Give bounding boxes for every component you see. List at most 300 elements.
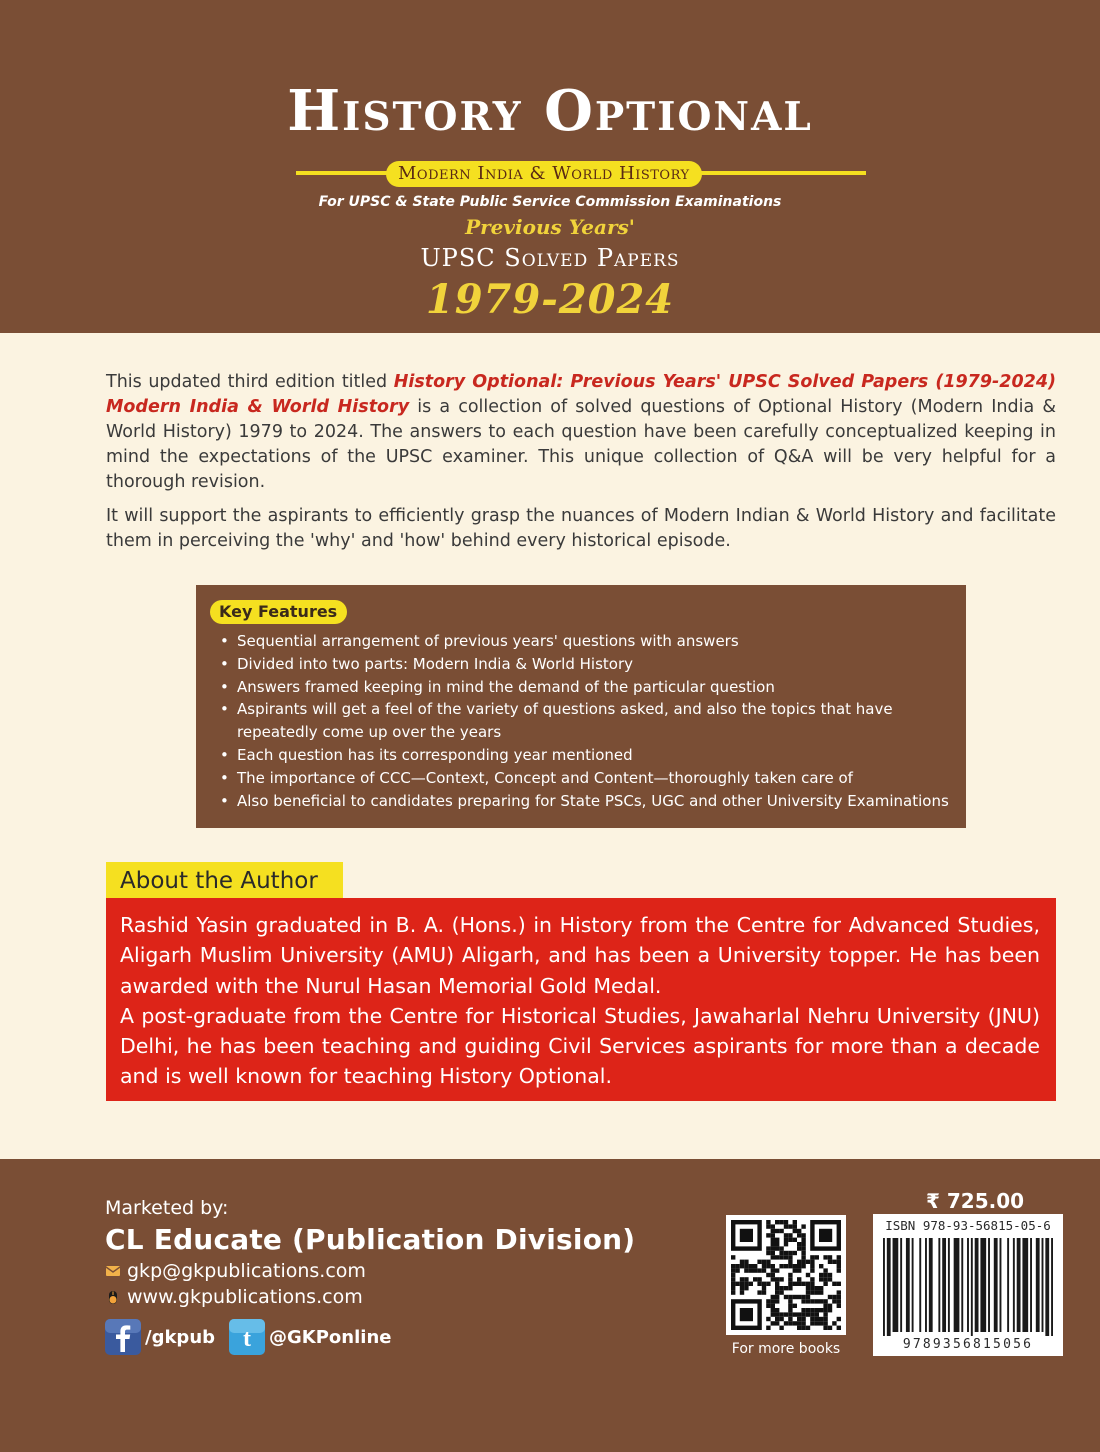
- qr-module: [735, 1264, 739, 1268]
- qr-module: [828, 1304, 832, 1308]
- qr-module: [793, 1282, 797, 1286]
- qr-module: [784, 1233, 788, 1237]
- qr-module: [779, 1255, 783, 1259]
- qr-module: [793, 1321, 797, 1325]
- about-author-box: [106, 898, 1056, 1101]
- qr-module: [784, 1220, 788, 1224]
- qr-module: [793, 1229, 797, 1233]
- barcode-bars: [883, 1238, 1053, 1336]
- qr-module: [735, 1268, 739, 1272]
- qr-module: [757, 1290, 761, 1294]
- svg-text:t: t: [243, 1326, 252, 1352]
- qr-module: [740, 1277, 744, 1281]
- qr-module: [797, 1229, 801, 1233]
- qr-module: [801, 1242, 805, 1246]
- qr-module: [815, 1308, 819, 1312]
- qr-module: [775, 1238, 779, 1242]
- qr-module: [749, 1282, 753, 1286]
- qr-module: [771, 1312, 775, 1316]
- qr-module: [775, 1308, 779, 1312]
- barcode-bar: [1007, 1238, 1009, 1332]
- qr-module: [797, 1246, 801, 1250]
- qr-module: [806, 1286, 810, 1290]
- qr-module: [832, 1321, 836, 1325]
- qr-module: [784, 1286, 788, 1290]
- website-url[interactable]: www.gkpublications.com: [127, 1286, 363, 1308]
- qr-module: [837, 1282, 841, 1286]
- qr-module: [806, 1299, 810, 1303]
- book-title: History Optional: [287, 78, 813, 144]
- qr-module: [775, 1295, 779, 1299]
- qr-module: [740, 1260, 744, 1264]
- qr-module: [793, 1251, 797, 1255]
- barcode-bar: [988, 1238, 990, 1332]
- qr-module: [797, 1260, 801, 1264]
- description-book-title: History Optional: Previous Years' UPSC Solved Papers (1979-2024) Modern India & World History: [106, 372, 1056, 417]
- qr-module: [801, 1246, 805, 1250]
- qr-module: [788, 1251, 792, 1255]
- qr-module: [779, 1264, 783, 1268]
- qr-module: [779, 1326, 783, 1330]
- barcode-bar: [906, 1238, 910, 1332]
- description-prefix: This updated third edition titled: [106, 372, 388, 392]
- qr-module: [806, 1308, 810, 1312]
- qr-module: [815, 1321, 819, 1325]
- feature-item: • Also beneficial to candidates preparing for State PSCs, UGC and other University Examinations: [220, 790, 950, 813]
- feature-item: • The importance of CCC—Context, Concept and Content—thoroughly taken care of: [220, 767, 950, 790]
- qr-module: [823, 1282, 827, 1286]
- qr-module: [766, 1304, 770, 1308]
- key-features-list: [220, 630, 950, 812]
- qr-module: [837, 1304, 841, 1308]
- qr-module: [766, 1273, 770, 1277]
- qr-module: [797, 1312, 801, 1316]
- qr-module: [779, 1246, 783, 1250]
- qr-module: [757, 1260, 761, 1264]
- qr-module: [806, 1312, 810, 1316]
- qr-module: [819, 1273, 823, 1277]
- qr-module: [819, 1264, 823, 1268]
- qr-module: [771, 1224, 775, 1228]
- barcode-bar: [1051, 1238, 1053, 1336]
- qr-module: [766, 1220, 770, 1224]
- barcode-bar: [1045, 1238, 1049, 1336]
- qr-module: [810, 1299, 814, 1303]
- qr-module: [810, 1268, 814, 1272]
- qr-module: [779, 1312, 783, 1316]
- qr-module: [766, 1224, 770, 1228]
- qr-module: [806, 1295, 810, 1299]
- description-paragraph-2: It will support the aspirants to efficiently grasp the nuances of Modern Indian & World History and facilitate them in perceiving the 'why' and 'how' behind every historical episode.: [106, 506, 1056, 551]
- qr-module: [837, 1268, 841, 1272]
- qr-module: [801, 1308, 805, 1312]
- qr-module: [801, 1317, 805, 1321]
- qr-module: [771, 1238, 775, 1242]
- qr-module: [779, 1317, 783, 1321]
- qr-module: [731, 1273, 735, 1277]
- barcode-bar: [929, 1238, 933, 1332]
- qr-module: [810, 1308, 814, 1312]
- qr-module: [775, 1229, 779, 1233]
- barcode-bar: [925, 1238, 927, 1332]
- facebook-icon[interactable]: [105, 1319, 141, 1355]
- qr-module: [823, 1326, 827, 1330]
- feature-item: • Divided into two parts: Modern India & World History: [220, 653, 950, 676]
- qr-module: [819, 1317, 823, 1321]
- twitter-icon[interactable]: [229, 1319, 265, 1355]
- qr-module: [749, 1268, 753, 1272]
- qr-module: [823, 1304, 827, 1308]
- qr-module: [832, 1295, 836, 1299]
- qr-module: [815, 1286, 819, 1290]
- barcode-bar: [954, 1238, 960, 1332]
- qr-module: [797, 1317, 801, 1321]
- qr-module: [784, 1255, 788, 1259]
- qr-module: [810, 1286, 814, 1290]
- social-links: [105, 1319, 391, 1355]
- qr-module: [815, 1255, 819, 1259]
- qr-module: [766, 1317, 770, 1321]
- qr-module: [784, 1251, 788, 1255]
- qr-module: [797, 1233, 801, 1237]
- qr-module: [823, 1321, 827, 1325]
- qr-module: [771, 1295, 775, 1299]
- qr-module: [788, 1304, 792, 1308]
- qr-module: [810, 1321, 814, 1325]
- qr-module: [801, 1264, 805, 1268]
- qr-module: [788, 1308, 792, 1312]
- qr-code-pattern: [726, 1215, 846, 1335]
- qr-module: [731, 1277, 735, 1281]
- book-description: [106, 370, 1056, 563]
- qr-module: [731, 1264, 735, 1268]
- qr-module: [793, 1312, 797, 1316]
- qr-module: [788, 1264, 792, 1268]
- barcode-bar: [1017, 1238, 1021, 1332]
- qr-module: [797, 1282, 801, 1286]
- qr-module: [762, 1286, 766, 1290]
- qr-module: [819, 1290, 823, 1294]
- qr-module: [837, 1290, 841, 1294]
- qr-module: [806, 1326, 810, 1330]
- qr-module: [837, 1299, 841, 1303]
- qr-module: [801, 1251, 805, 1255]
- barcode-digits: 9789356815056: [902, 1337, 1034, 1352]
- barcode-bar: [1030, 1238, 1032, 1332]
- barcode-bar: [912, 1238, 914, 1332]
- qr-module: [823, 1255, 827, 1259]
- qr-module: [744, 1277, 748, 1281]
- qr-module: [744, 1282, 748, 1286]
- qr-module: [819, 1308, 823, 1312]
- qr-module: [771, 1233, 775, 1237]
- feature-item: • Sequential arrangement of previous years' questions with answers: [220, 630, 950, 653]
- qr-module: [797, 1264, 801, 1268]
- barcode-bar: [961, 1238, 963, 1332]
- qr-module: [801, 1299, 805, 1303]
- qr-module: [788, 1317, 792, 1321]
- qr-module: [810, 1282, 814, 1286]
- qr-module: [815, 1299, 819, 1303]
- publisher-name: CL Educate (Publication Division): [105, 1223, 636, 1256]
- qr-module: [757, 1282, 761, 1286]
- isbn-barcode: [873, 1214, 1063, 1356]
- qr-module: [801, 1255, 805, 1259]
- barcode-bar: [938, 1238, 940, 1332]
- qr-module: [810, 1260, 814, 1264]
- qr-module: [731, 1286, 735, 1290]
- qr-code[interactable]: [726, 1215, 846, 1335]
- qr-finder: [819, 1229, 832, 1242]
- qr-module: [775, 1277, 779, 1281]
- qr-module: [837, 1295, 841, 1299]
- qr-module: [823, 1299, 827, 1303]
- qr-module: [775, 1317, 779, 1321]
- qr-module: [753, 1268, 757, 1272]
- qr-module: [775, 1242, 779, 1246]
- qr-module: [771, 1304, 775, 1308]
- qr-module: [762, 1290, 766, 1294]
- year-range: 1979-2024: [425, 276, 675, 323]
- barcode-bar: [942, 1238, 946, 1332]
- qr-module: [757, 1277, 761, 1281]
- barcode-bar: [900, 1238, 902, 1332]
- qr-module: [771, 1229, 775, 1233]
- book-subtitle: Modern India & World History: [386, 161, 702, 187]
- qr-module: [806, 1260, 810, 1264]
- price: ₹ 725.00: [926, 1189, 1025, 1213]
- qr-module: [771, 1268, 775, 1272]
- qr-module: [837, 1326, 841, 1330]
- description-paragraph-1: [106, 370, 1056, 495]
- qr-module: [810, 1317, 814, 1321]
- barcode-bar: [893, 1238, 899, 1332]
- qr-module: [775, 1286, 779, 1290]
- qr-module: [775, 1255, 779, 1259]
- qr-module: [801, 1233, 805, 1237]
- qr-module: [771, 1308, 775, 1312]
- qr-module: [837, 1260, 841, 1264]
- qr-caption: For more books: [731, 1341, 841, 1357]
- qr-module: [819, 1277, 823, 1281]
- qr-module: [740, 1286, 744, 1290]
- qr-module: [788, 1273, 792, 1277]
- qr-module: [815, 1317, 819, 1321]
- qr-module: [771, 1251, 775, 1255]
- qr-module: [775, 1321, 779, 1325]
- qr-module: [766, 1251, 770, 1255]
- qr-module: [797, 1268, 801, 1272]
- qr-module: [797, 1242, 801, 1246]
- qr-module: [779, 1251, 783, 1255]
- qr-module: [740, 1264, 744, 1268]
- qr-module: [793, 1295, 797, 1299]
- qr-module: [810, 1264, 814, 1268]
- qr-module: [828, 1273, 832, 1277]
- qr-module: [801, 1260, 805, 1264]
- qr-module: [762, 1268, 766, 1272]
- qr-module: [735, 1282, 739, 1286]
- author-paragraph-2: A post-graduate from the Centre for Historical Studies, Jawaharlal Nehru University (JNU) Delhi, he has been teaching and guiding Civil Services aspirants for more than a decade and is well known for teaching History Optional.: [120, 1003, 1040, 1089]
- qr-module: [749, 1264, 753, 1268]
- twitter-handle[interactable]: @GKPonline: [269, 1326, 392, 1348]
- cover-header: [0, 0, 1100, 333]
- website-row[interactable]: [105, 1286, 363, 1308]
- qr-module: [744, 1268, 748, 1272]
- qr-module: [788, 1282, 792, 1286]
- barcode-bar: [967, 1238, 969, 1332]
- qr-module: [775, 1268, 779, 1272]
- qr-module: [784, 1312, 788, 1316]
- qr-module: [823, 1268, 827, 1272]
- qr-module: [793, 1264, 797, 1268]
- qr-module: [823, 1317, 827, 1321]
- mail-icon: [105, 1263, 121, 1279]
- feature-item: • Answers framed keeping in mind the demand of the particular question: [220, 676, 950, 699]
- qr-module: [788, 1321, 792, 1325]
- key-features-box: [196, 585, 966, 828]
- qr-module: [771, 1299, 775, 1303]
- qr-module: [810, 1312, 814, 1316]
- qr-module: [788, 1299, 792, 1303]
- barcode-bar: [1036, 1238, 1040, 1332]
- qr-module: [771, 1255, 775, 1259]
- barcode-bar: [994, 1238, 998, 1332]
- qr-module: [775, 1290, 779, 1294]
- qr-module: [744, 1286, 748, 1290]
- qr-module: [766, 1326, 770, 1330]
- feature-item: • Aspirants will get a feel of the variety of questions asked, and also the topics that have repeatedly come up over the years: [220, 698, 950, 744]
- qr-module: [771, 1273, 775, 1277]
- barcode-bar: [1022, 1238, 1028, 1332]
- qr-module: [793, 1220, 797, 1224]
- qr-module: [775, 1312, 779, 1316]
- qr-module: [784, 1224, 788, 1228]
- qr-module: [810, 1255, 814, 1259]
- qr-module: [788, 1255, 792, 1259]
- qr-module: [810, 1277, 814, 1281]
- qr-module: [788, 1238, 792, 1242]
- qr-module: [753, 1277, 757, 1281]
- qr-module: [828, 1277, 832, 1281]
- qr-module: [819, 1321, 823, 1325]
- qr-module: [766, 1260, 770, 1264]
- qr-module: [810, 1290, 814, 1294]
- qr-module: [832, 1282, 836, 1286]
- facebook-handle[interactable]: /gkpub: [145, 1326, 216, 1348]
- qr-module: [740, 1290, 744, 1294]
- qr-module: [815, 1312, 819, 1316]
- qr-module: [784, 1242, 788, 1246]
- qr-module: [766, 1282, 770, 1286]
- qr-module: [823, 1273, 827, 1277]
- isbn-number: ISBN 978-93-56815-05-6: [885, 1218, 1051, 1233]
- qr-module: [762, 1264, 766, 1268]
- qr-module: [779, 1286, 783, 1290]
- qr-module: [775, 1246, 779, 1250]
- qr-module: [815, 1290, 819, 1294]
- qr-module: [797, 1321, 801, 1325]
- email-row[interactable]: [105, 1260, 366, 1282]
- mouse-icon: [105, 1289, 121, 1305]
- qr-module: [731, 1268, 735, 1272]
- exam-line: For UPSC & State Public Service Commission Examinations: [318, 194, 782, 210]
- barcode-bar: [883, 1238, 885, 1336]
- qr-module: [793, 1238, 797, 1242]
- qr-module: [788, 1260, 792, 1264]
- barcode-bar: [971, 1238, 973, 1336]
- qr-module: [788, 1233, 792, 1237]
- qr-module: [801, 1321, 805, 1325]
- qr-module: [731, 1255, 735, 1259]
- qr-module: [775, 1282, 779, 1286]
- qr-module: [779, 1220, 783, 1224]
- qr-module: [828, 1260, 832, 1264]
- qr-module: [788, 1295, 792, 1299]
- qr-module: [801, 1312, 805, 1316]
- email-address[interactable]: gkp@gkpublications.com: [127, 1260, 366, 1282]
- qr-module: [740, 1282, 744, 1286]
- qr-module: [775, 1299, 779, 1303]
- qr-module: [766, 1246, 770, 1250]
- qr-module: [801, 1326, 805, 1330]
- qr-module: [779, 1229, 783, 1233]
- qr-module: [757, 1268, 761, 1272]
- qr-module: [806, 1290, 810, 1294]
- qr-module: [762, 1282, 766, 1286]
- qr-finder: [740, 1229, 753, 1242]
- qr-module: [801, 1295, 805, 1299]
- cover-footer: [0, 1159, 1100, 1452]
- qr-module: [793, 1224, 797, 1228]
- barcode-bar: [980, 1238, 986, 1332]
- qr-module: [766, 1299, 770, 1303]
- qr-module: [801, 1224, 805, 1228]
- qr-module: [823, 1308, 827, 1312]
- qr-module: [801, 1238, 805, 1242]
- qr-module: [784, 1295, 788, 1299]
- qr-module: [806, 1273, 810, 1277]
- qr-module: [731, 1290, 735, 1294]
- qr-module: [806, 1282, 810, 1286]
- qr-module: [779, 1290, 783, 1294]
- qr-module: [837, 1264, 841, 1268]
- barcode-bar: [1042, 1238, 1044, 1332]
- qr-module: [788, 1286, 792, 1290]
- barcode-bar: [887, 1238, 891, 1336]
- feature-item: • Each question has its corresponding year mentioned: [220, 744, 950, 767]
- qr-module: [775, 1220, 779, 1224]
- qr-module: [832, 1260, 836, 1264]
- qr-module: [788, 1277, 792, 1281]
- qr-module: [832, 1299, 836, 1303]
- qr-module: [762, 1260, 766, 1264]
- key-features-label: Key Features: [210, 600, 347, 624]
- barcode-bar: [975, 1238, 979, 1332]
- qr-module: [837, 1255, 841, 1259]
- qr-module: [797, 1295, 801, 1299]
- qr-module: [771, 1242, 775, 1246]
- qr-module: [828, 1326, 832, 1330]
- qr-module: [788, 1224, 792, 1228]
- qr-module: [828, 1308, 832, 1312]
- qr-module: [771, 1321, 775, 1325]
- qr-module: [744, 1260, 748, 1264]
- barcode-bar: [948, 1238, 950, 1332]
- qr-module: [771, 1277, 775, 1281]
- qr-module: [828, 1295, 832, 1299]
- qr-module: [819, 1286, 823, 1290]
